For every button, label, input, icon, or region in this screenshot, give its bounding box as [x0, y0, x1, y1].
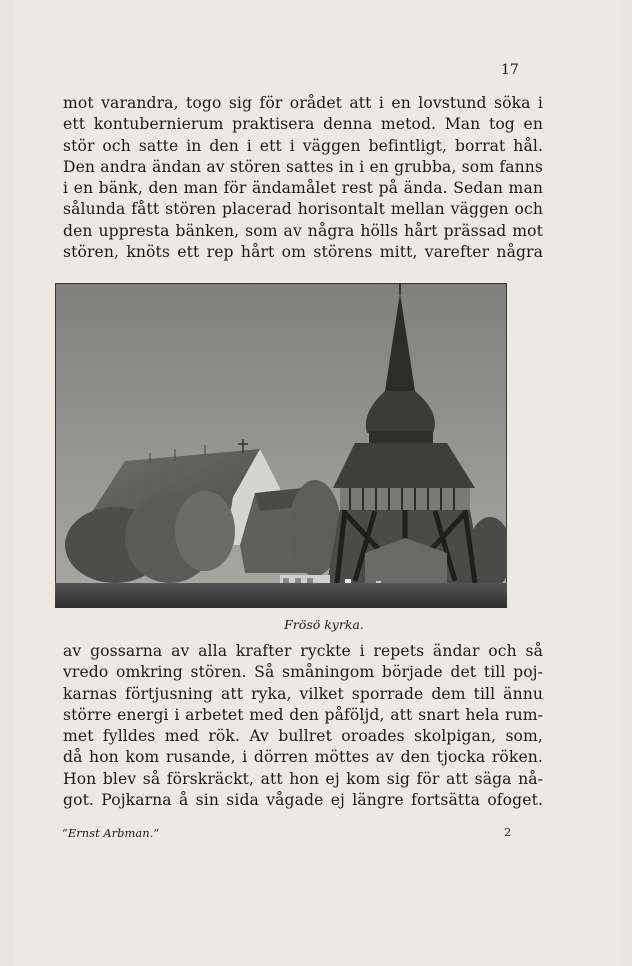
text-line: stör och satte in den i ett i väggen befintligt, borrat hål.	[63, 136, 543, 155]
text-line: av gossarna av alla krafter ryckte i repets ändar och så	[63, 642, 543, 660]
figure-caption: Frösö kyrka.	[284, 617, 364, 632]
paragraph-top	[63, 93, 543, 263]
text-line: Hon blev så förskräckt, att hon ej kom sig för att säga nå-	[63, 769, 543, 788]
page-number: 17	[501, 62, 519, 78]
footer-signature-mark: 2	[504, 825, 512, 839]
text-line: mot varandra, togo sig för orådet att i en lovstund söka i	[63, 94, 543, 112]
text-line: got. Pojkarna å sin sida vågade ej längre fortsätta ofoget.	[63, 791, 543, 810]
text-line: ett kontubernierum praktisera denna metod. Man tog en	[63, 115, 543, 134]
text-line: met fylldes med rök. Av bullret oroades skolpigan, som,	[63, 727, 543, 746]
text-line: i en bänk, den man för ändamålet rest på ända. Sedan man	[63, 179, 543, 198]
church-photograph	[55, 283, 507, 608]
text-line: sålunda fått stören placerad horisontalt mellan väggen och	[63, 200, 543, 219]
text-line: Den andra ändan av stören sattes in i en grubba, som fanns	[63, 157, 543, 176]
book-page	[14, 0, 620, 966]
text-line: stören, knöts ett rep hårt om störens mitt, varefter några	[63, 243, 543, 262]
text-line: större energi i arbetet med den påföljd, att snart hela rum-	[63, 705, 543, 724]
text-line: då hon kom rusande, i dörren möttes av den tjocka röken.	[63, 748, 543, 767]
footer-author: “Ernst Arbman.“	[62, 826, 160, 840]
text-line: den uppresta bänken, som av några hölls hårt prässad mot	[63, 221, 543, 240]
paragraph-bottom	[63, 641, 543, 811]
text-line: vredo omkring stören. Så småningom började det till poj-	[63, 663, 543, 682]
text-line: karnas förtjusning att ryka, vilket sporrade dem till ännu	[63, 684, 543, 703]
